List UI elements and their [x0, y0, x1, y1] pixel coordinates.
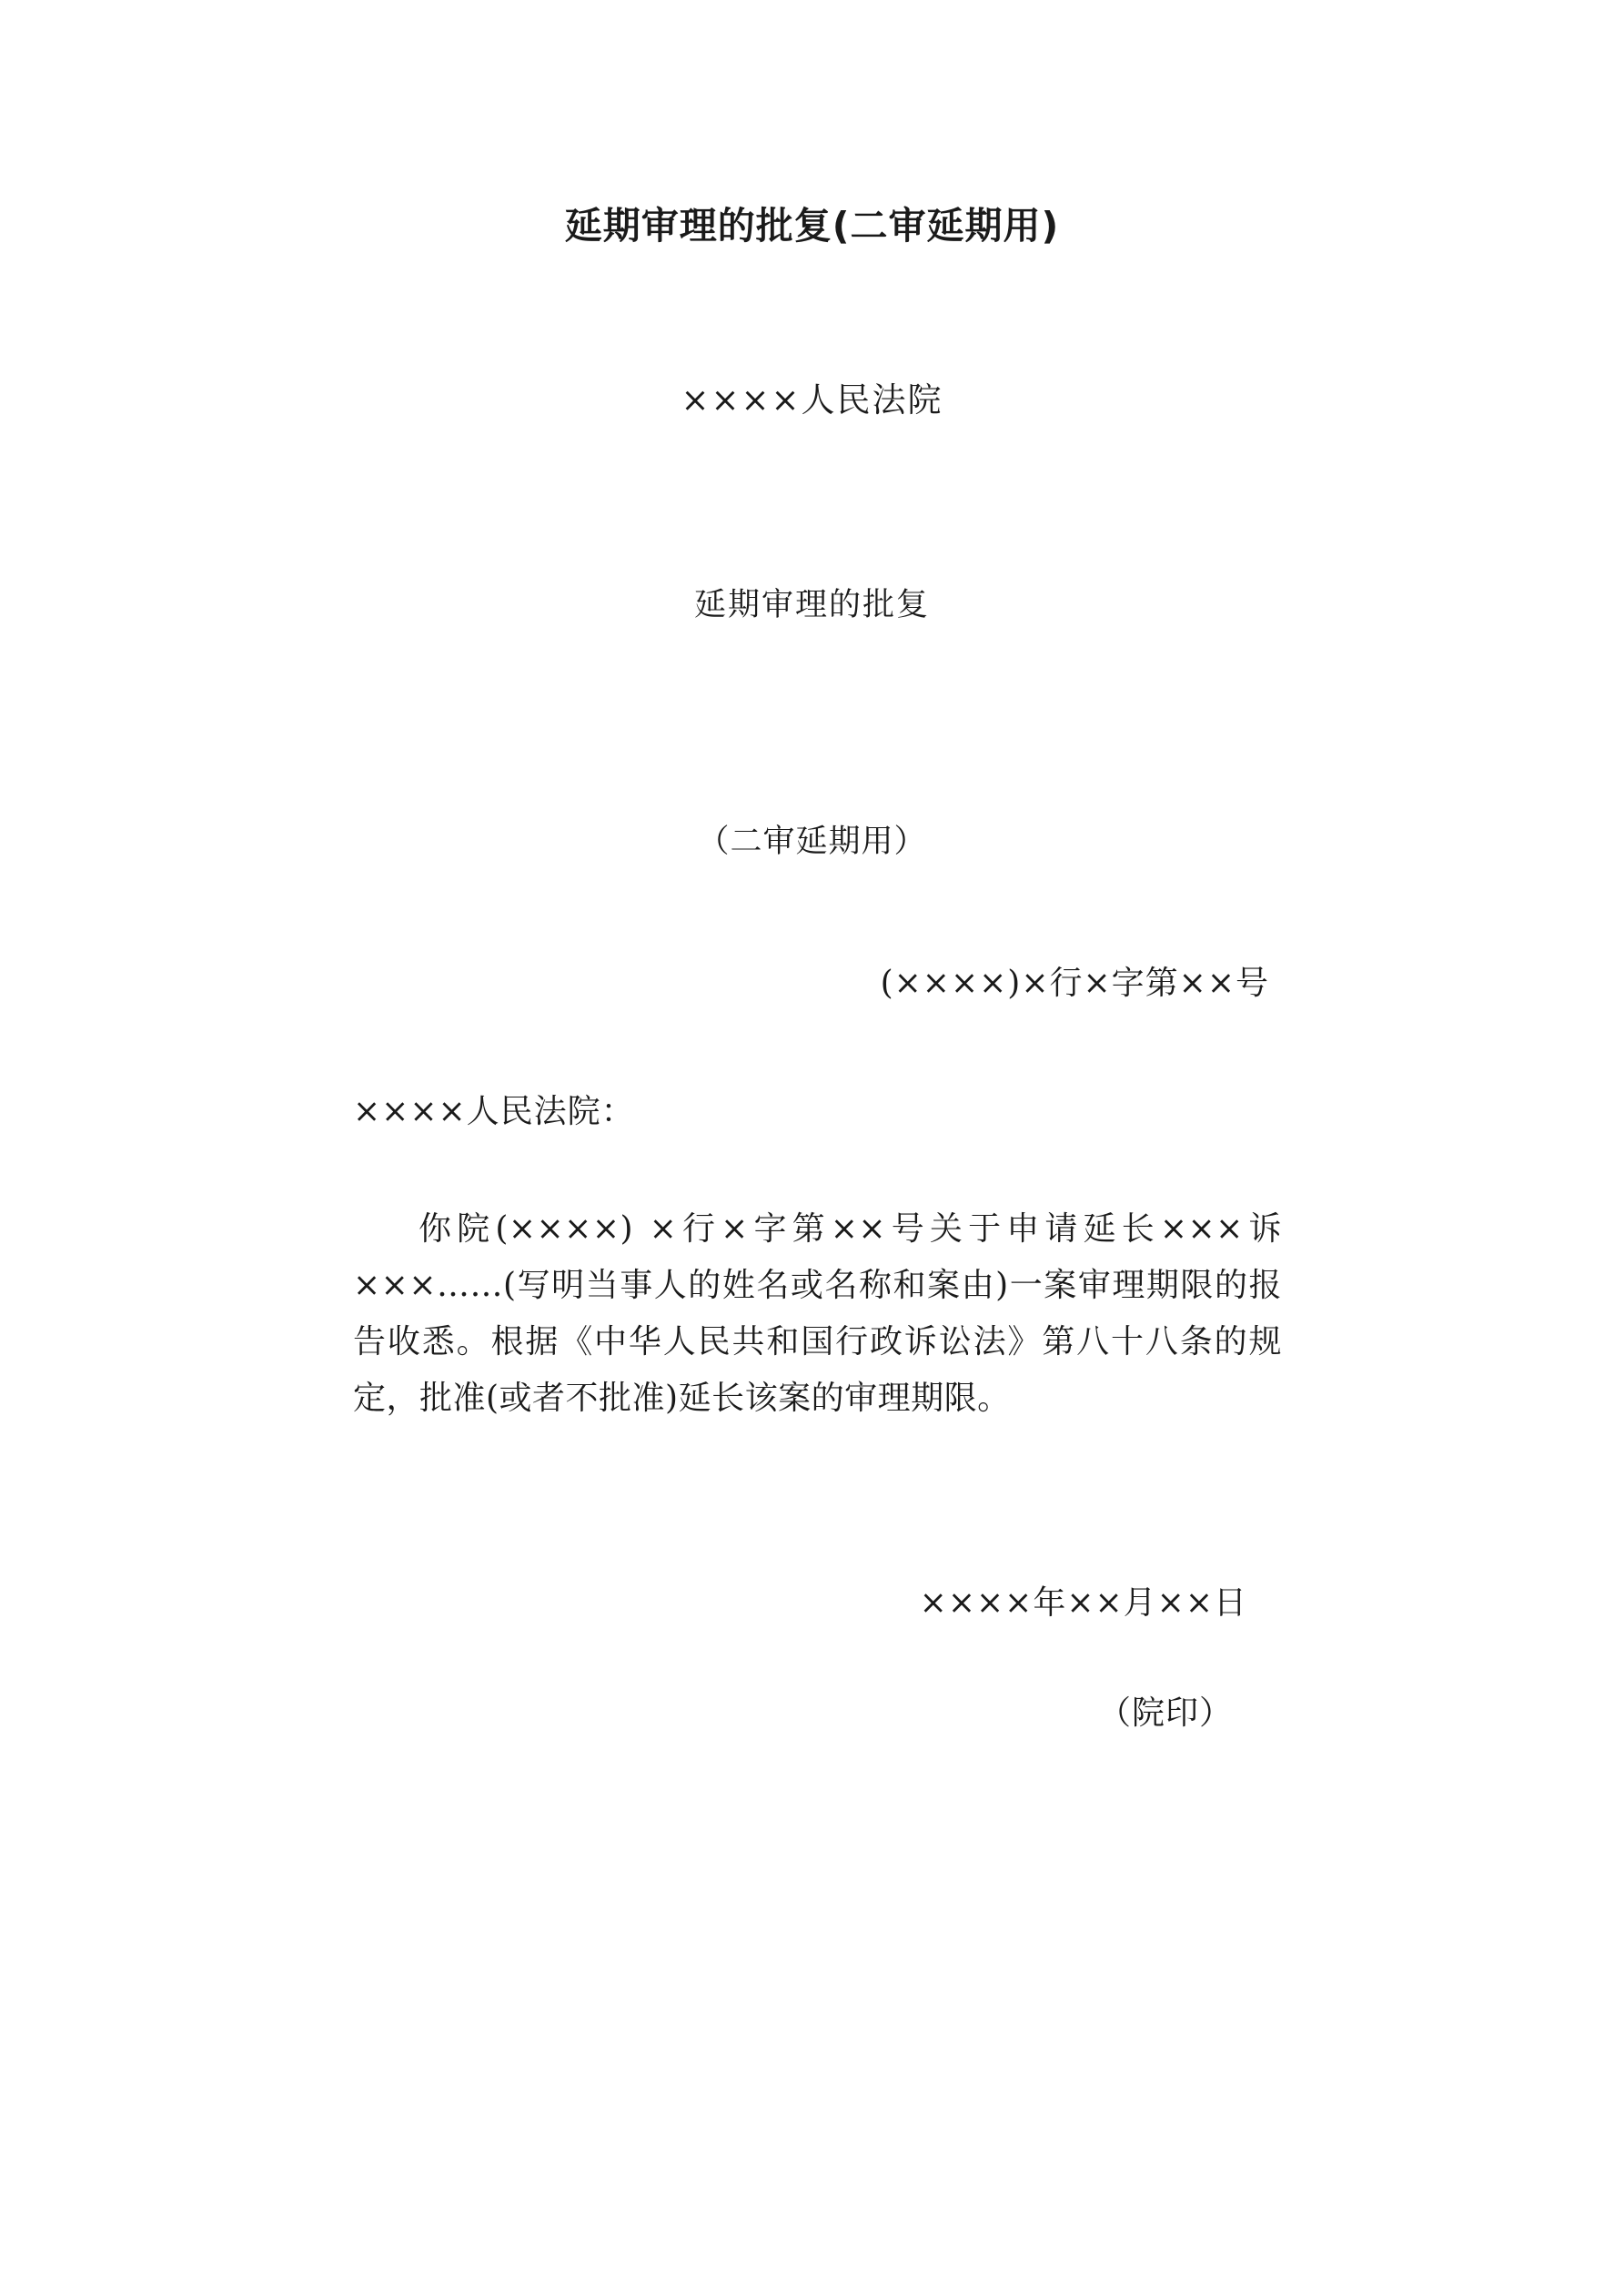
spacer: [337, 1623, 1287, 1687]
spacer: [337, 1427, 1287, 1577]
spacer: [337, 421, 1287, 580]
spacer: [337, 1132, 1287, 1201]
spacer: [337, 249, 1287, 372]
usage-note: （二审延期用）: [697, 824, 927, 860]
date-line: ××××年××月××日: [919, 1583, 1247, 1622]
spacer: [337, 862, 1287, 957]
document-subject: 延期审理的批复: [693, 587, 930, 623]
page-title: 延期审理的批复(二审延期用): [564, 204, 1060, 248]
body-paragraph: 你院(××××) ×行×字第××号关于申请延长×××诉×××……(写明当事人的姓名或名称和案由)一案审理期限的报告收悉。根据《中华人民共和国行政诉讼法》第八十八条的规定，批准(或者不批准)延长该案的审理期限。: [353, 1210, 1282, 1417]
court-name: ××××人民法院: [681, 380, 943, 420]
spacer: [337, 625, 1287, 816]
addressee: ××××人民法院：: [353, 1093, 635, 1130]
case-number: (××××)×行×字第××号: [880, 965, 1269, 1002]
seal-line: （院印）: [1097, 1694, 1233, 1732]
spacer: [337, 1004, 1287, 1086]
